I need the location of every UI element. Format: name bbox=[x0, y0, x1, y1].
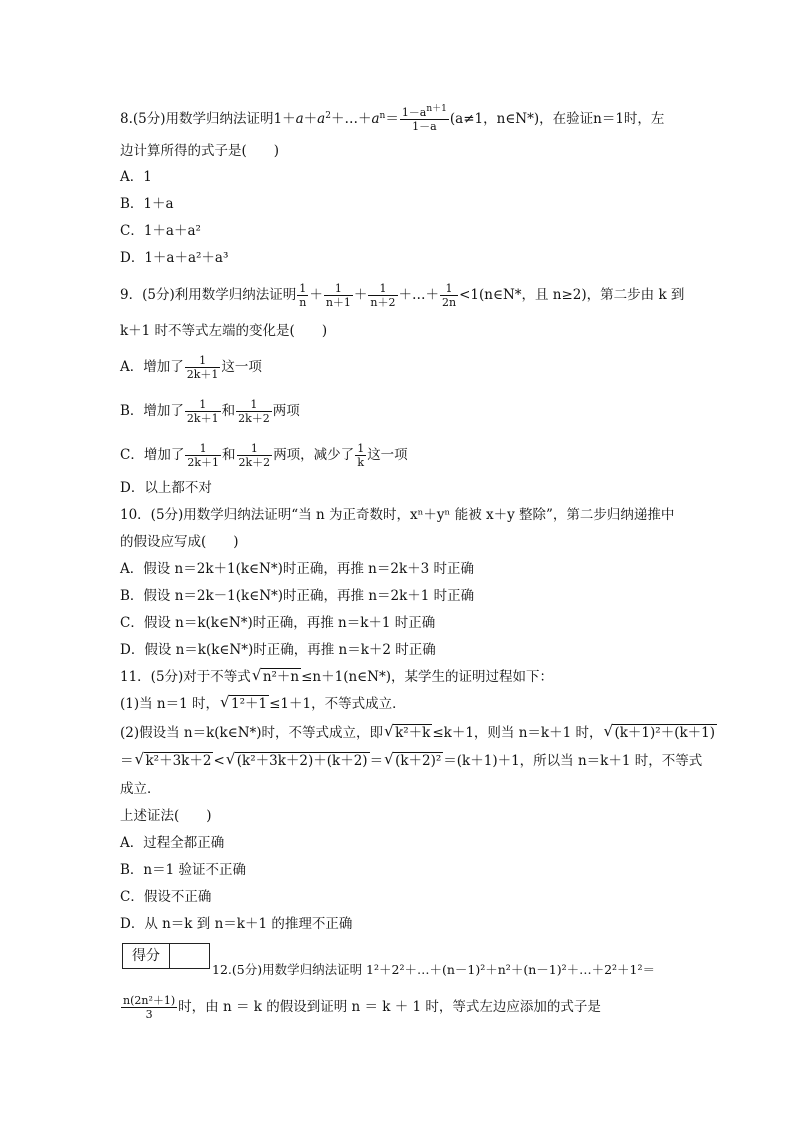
q9-fraction-2: $\frac{1}{n+1}$ bbox=[325, 282, 351, 309]
q9-fraction-1: $\frac{1}{n}$ bbox=[299, 282, 307, 309]
q11-proof-line1: (1)当 n＝1 时，√ 1²＋1 ≤1＋1，不等式成立． bbox=[120, 695, 406, 713]
q11-question: 上述证法( ) bbox=[120, 808, 212, 824]
q9-option-d: D．以上都不对 bbox=[120, 480, 212, 496]
q8-option-b: B．1＋a bbox=[120, 196, 174, 212]
q12-fraction: $\frac{\text{n(2n²＋1)}}{3}$ bbox=[123, 994, 176, 1021]
q8-stem-line1: 8.(5分)用数学归纳法证明$1+a+a^2+\dots+a^n=$ $\frac{1-a^{n+1}}{1-a}$ (a≠1，n∈N*)，在验证n＝1时，左 bbox=[120, 104, 665, 133]
q10-option-a: A．假设 n＝2k＋1(k∈N*)时正确，再推 n＝2k＋3 时正确 bbox=[120, 561, 474, 577]
q12-stem-line2: $\frac{\text{n(2n²＋1)}}{3}$ 时，由 n ＝ k 的假设到证明 n ＝ k ＋ 1 时，等式左边应添加的式子是 bbox=[123, 994, 601, 1021]
q11-proof-line3: ＝√ k²＋3k＋2 <√ (k²＋3k＋2)＋(k＋2) ＝√ (k＋2)² ＝(k＋1)＋1，所以当 n＝k＋1 时，不等式 bbox=[120, 752, 702, 770]
q11-option-b: B．n＝1 验证不正确 bbox=[120, 862, 246, 878]
q9-option-b: B．增加了 $\frac{1}{2k+1}$ 和 $\frac{1}{2k+2}$ 两项 bbox=[120, 398, 300, 425]
q10-option-c: C．假设 n＝k(k∈N*)时正确，再推 n＝k＋1 时正确 bbox=[120, 615, 436, 631]
q9-stem-line2: k＋1 时不等式左端的变化是( ) bbox=[120, 323, 328, 339]
q8-option-a: A．1 bbox=[120, 169, 152, 185]
q12-stem-line1: 12.(5分)用数学归纳法证明 1²＋2²＋…＋(n－1)²＋n²＋(n－1)²＋…＋2²＋1²＝ bbox=[212, 962, 656, 977]
q11-option-a: A．过程全都正确 bbox=[120, 835, 225, 851]
q9-option-c: C．增加了 $\frac{1}{2k+1}$ 和 $\frac{1}{2k+2}$ 两项，减少了 $\frac{1}{k}$ 这一项 bbox=[120, 442, 408, 469]
q11-stem-line1: 11．(5分)对于不等式√ n²＋n ≤n＋1(n∈N*)，某学生的证明过程如下： bbox=[120, 668, 553, 686]
score-box bbox=[122, 943, 210, 969]
q11-proof-line2: (2)假设当 n＝k(k∈N*)时，不等式成立，即√ k²＋k ≤k＋1，则当 n＝k＋1 时，√ (k＋1)²＋(k＋1) bbox=[120, 724, 717, 742]
q10-stem-line1: 10．(5分)用数学归纳法证明“当 n 为正奇数时，xⁿ＋yⁿ 能被 x＋y 整除”，第二步归纳递推中 bbox=[120, 507, 675, 523]
q10-stem-line2: 的假设应写成( ) bbox=[120, 534, 239, 550]
q10-option-d: D．假设 n＝k(k∈N*)时正确，再推 n＝k＋2 时正确 bbox=[120, 642, 436, 658]
q11-proof-line4: 成立． bbox=[120, 781, 161, 797]
q9-stem-line1: 9．(5分)利用数学归纳法证明 $\frac{1}{n}$ ＋ $\frac{1}{n+1}$ ＋ $\frac{1}{n+2}$ ＋…＋ $\frac{1}{2n}$ <1(n∈N*，且 n≥2)，第二步由 k 到 bbox=[120, 282, 685, 309]
q11-option-d: D．从 n＝k 到 n＝k＋1 的推理不正确 bbox=[120, 916, 353, 932]
q8-stem-line2: 边计算所得的式子是( ) bbox=[120, 143, 280, 159]
q8-option-d: D．1＋a＋a²＋a³ bbox=[120, 250, 229, 266]
q8-option-c: C．1＋a＋a² bbox=[120, 223, 201, 239]
q9-fraction-4: $\frac{1}{2n}$ bbox=[442, 282, 457, 309]
q9-fraction-3: $\frac{1}{n+2}$ bbox=[370, 282, 396, 309]
score-label: 得分 bbox=[123, 944, 170, 968]
score-blank[interactable] bbox=[170, 944, 209, 968]
q11-option-c: C．假设不正确 bbox=[120, 889, 212, 905]
q8-fraction: $\frac{1-a^{n+1}}{1-a}$ bbox=[401, 104, 447, 133]
q10-option-b: B．假设 n＝2k－1(k∈N*)时正确，再推 n＝2k＋1 时正确 bbox=[120, 588, 475, 604]
q9-option-a: A．增加了 $\frac{1}{2k+1}$ 这一项 bbox=[120, 354, 262, 381]
